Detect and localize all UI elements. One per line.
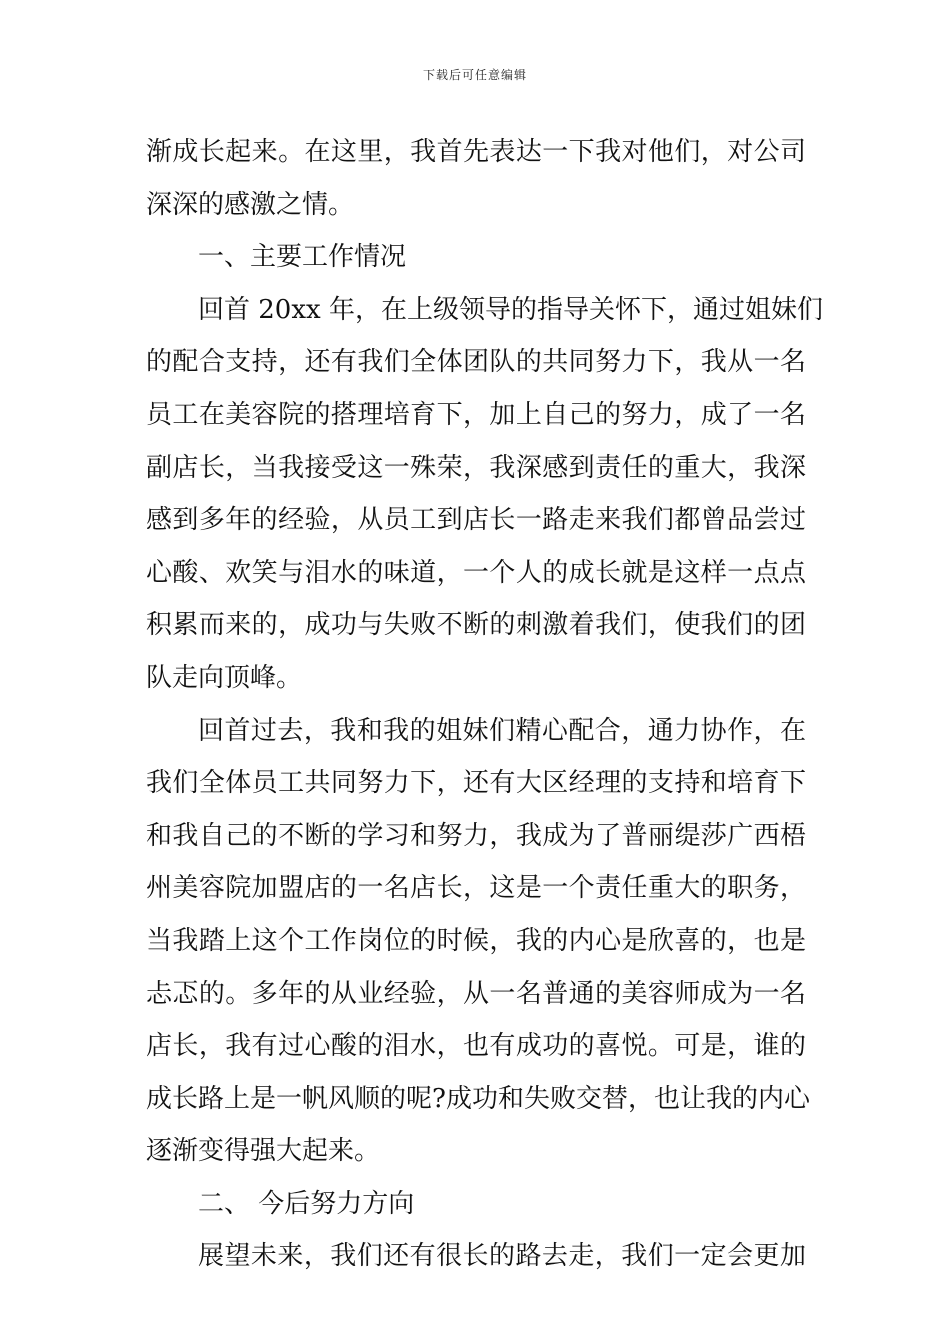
paragraph-line: 深深的感激之情。 — [146, 189, 355, 220]
section-heading: 二、 今后努力方向 — [198, 1188, 415, 1219]
paragraph-line: 的配合支持，还有我们全体团队的共同努力下，我从一名 — [146, 347, 806, 378]
paragraph-line: 渐成长起来。在这里，我首先表达一下我对他们，对公司 — [146, 137, 806, 167]
paragraph-line: 回首 20xx 年，在上级领导的指导关怀下，通过姐妹们 — [198, 294, 823, 325]
section-heading: 一、主要工作情况 — [198, 242, 407, 273]
paragraph-line: 我们全体员工共同努力下，还有大区经理的支持和培育下 — [146, 768, 806, 799]
paragraph-line: 心酸、欢笑与泪水的味道，一个人的成长就是这样一点点 — [146, 557, 806, 588]
paragraph-line: 队走向顶峰。 — [146, 662, 303, 693]
paragraph-line: 展望未来，我们还有很长的路去走，我们一定会更加 — [198, 1241, 806, 1272]
paragraph-line: 逐渐变得强大起来。 — [146, 1136, 381, 1167]
paragraph-line: 州美容院加盟店的一名店长，这是一个责任重大的职务， — [146, 873, 806, 904]
paragraph-line: 成长路上是一帆风顺的呢?成功和失败交替，也让我的内心 — [146, 1083, 810, 1114]
paragraph-line: 忐忑的。多年的从业经验，从一名普通的美容师成为一名 — [146, 978, 806, 1009]
paragraph-line: 店长，我有过心酸的泪水，也有成功的喜悦。可是，谁的 — [146, 1031, 806, 1062]
paragraph-line: 回首过去，我和我的姐妹们精心配合，通力协作，在 — [198, 715, 806, 746]
paragraph-line: 感到多年的经验，从员工到店长一路走来我们都曾品尝过 — [146, 505, 806, 536]
paragraph-line: 和我自己的不断的学习和努力，我成为了普丽缇莎广西梧 — [146, 820, 806, 851]
paragraph-line: 当我踏上这个工作岗位的时候，我的内心是欣喜的，也是 — [146, 925, 806, 956]
page-header-note: 下载后可任意编辑 — [422, 68, 527, 82]
paragraph-line: 副店长，当我接受这一殊荣，我深感到责任的重大，我深 — [146, 452, 806, 483]
paragraph-line: 积累而来的，成功与失败不断的刺激着我们，使我们的团 — [146, 610, 806, 641]
paragraph-line: 员工在美容院的搭理培育下，加上自己的努力，成了一名 — [146, 399, 806, 430]
document-body — [146, 126, 823, 1283]
